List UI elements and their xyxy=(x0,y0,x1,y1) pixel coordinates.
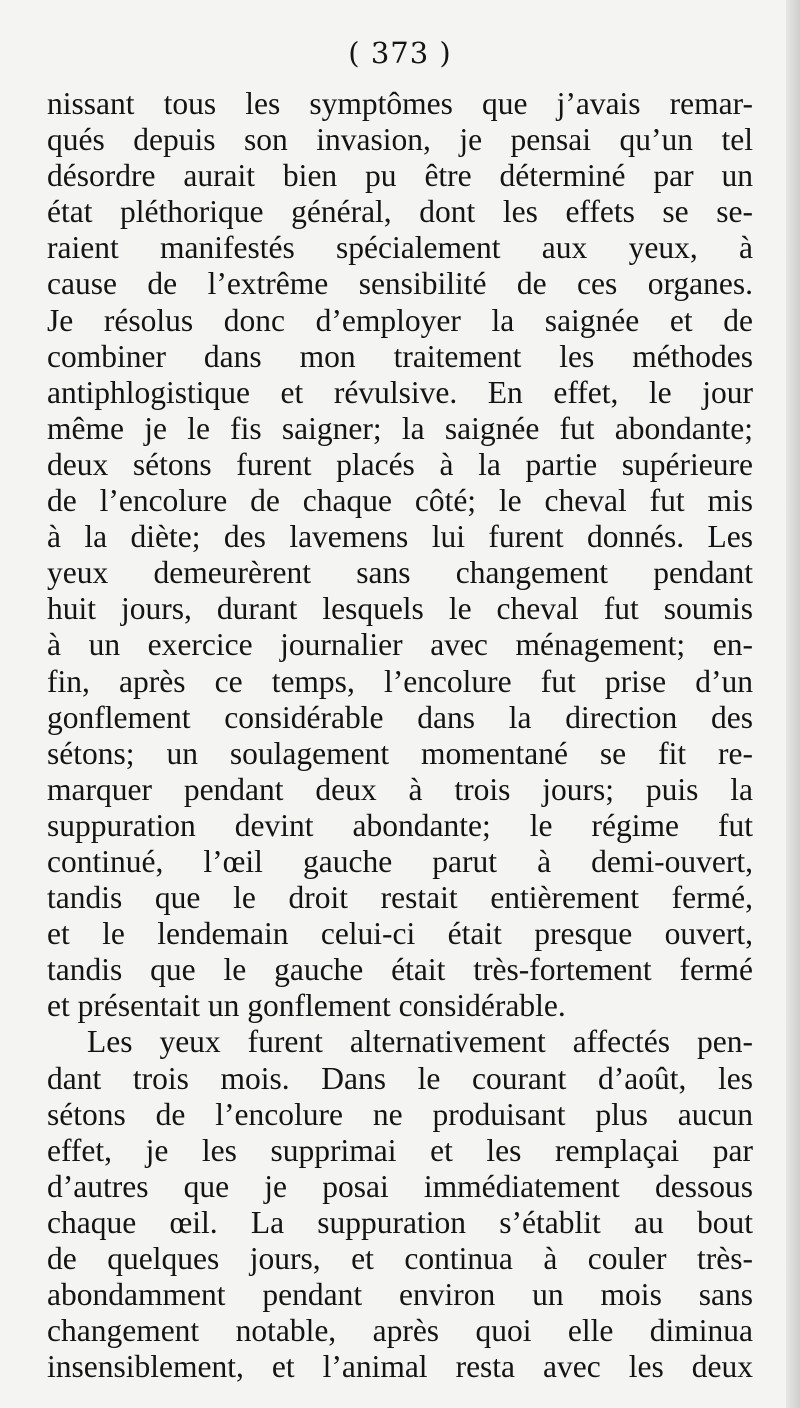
text-line: qués depuis son invasion, je pensai qu’un tel xyxy=(47,122,753,158)
text-line: fin, après ce temps, l’encolure fut prise d’un xyxy=(47,663,753,699)
text-line: antiphlogistique et révulsive. En effet, le jour xyxy=(47,374,753,410)
text-line: à la diète; des lavemens lui furent donnés. Les xyxy=(47,519,753,555)
text-line: à un exercice journalier avec ménagement; en- xyxy=(47,627,753,663)
text-line: tandis que le droit restait entièrement fermé, xyxy=(47,880,753,916)
text-line: désordre aurait bien pu être déterminé par un xyxy=(47,158,753,194)
text-line: même je le fis saigner; la saignée fut abondante; xyxy=(47,410,753,446)
text-line: insensiblement, et l’animal resta avec les deux xyxy=(47,1349,753,1385)
text-line: sétons de l’encolure ne produisant plus aucun xyxy=(47,1096,753,1132)
text-line: sétons; un soulagement momentané se fit re- xyxy=(47,735,753,771)
text-line: d’autres que je posai immédiatement dessous xyxy=(47,1168,753,1204)
text-line: abondamment pendant environ un mois sans xyxy=(47,1277,753,1313)
text-line: et le lendemain celui-ci était presque ouvert, xyxy=(47,916,753,952)
text-line: raient manifestés spécialement aux yeux, à xyxy=(47,230,753,266)
text-line: combiner dans mon traitement les méthodes xyxy=(47,338,753,374)
text-line: de quelques jours, et continua à couler très- xyxy=(47,1241,753,1276)
paragraph xyxy=(47,86,753,1024)
text-line: marquer pendant deux à trois jours; puis la xyxy=(47,771,753,807)
text-line: huit jours, durant lesquels le cheval fut soumis xyxy=(47,591,753,627)
text-line: continué, l’œil gauche parut à demi-ouvert, xyxy=(47,843,753,879)
text-line: Les yeux furent alternativement affectés pen- xyxy=(87,1024,753,1060)
text-line: yeux demeurèrent sans changement pendant xyxy=(47,555,753,591)
page-number: ( 373 ) xyxy=(348,36,452,70)
page-edge xyxy=(786,0,800,1408)
text-line: tandis que le gauche était très-fortement fermé xyxy=(47,952,753,988)
text-line: de l’encolure de chaque côté; le cheval fut mis xyxy=(47,483,753,519)
text-line: dant trois mois. Dans le courant d’août, les xyxy=(47,1060,753,1096)
text-line: suppuration devint abondante; le régime fut xyxy=(47,807,753,843)
text-line: gonflement considérable dans la direction des xyxy=(47,699,753,735)
text-line: état pléthorique général, dont les effets se se- xyxy=(47,194,753,230)
text-line: chaque œil. La suppuration s’établit au bout xyxy=(47,1204,753,1240)
text-line: cause de l’extrême sensibilité de ces organes. xyxy=(47,266,753,302)
text-line: deux sétons furent placés à la partie supérieure xyxy=(47,446,753,482)
text-line: effet, je les supprimai et les remplaçai par xyxy=(47,1132,753,1168)
body-text xyxy=(47,86,753,1385)
text-line: Je résolus donc d’employer la saignée et de xyxy=(47,302,753,338)
paragraph xyxy=(47,1024,753,1385)
text-line: et présentait un gonflement considérable. xyxy=(47,988,566,1024)
text-line: nissant tous les symptômes que j’avais remar- xyxy=(47,86,753,121)
text-line: changement notable, après quoi elle diminua xyxy=(47,1313,753,1349)
